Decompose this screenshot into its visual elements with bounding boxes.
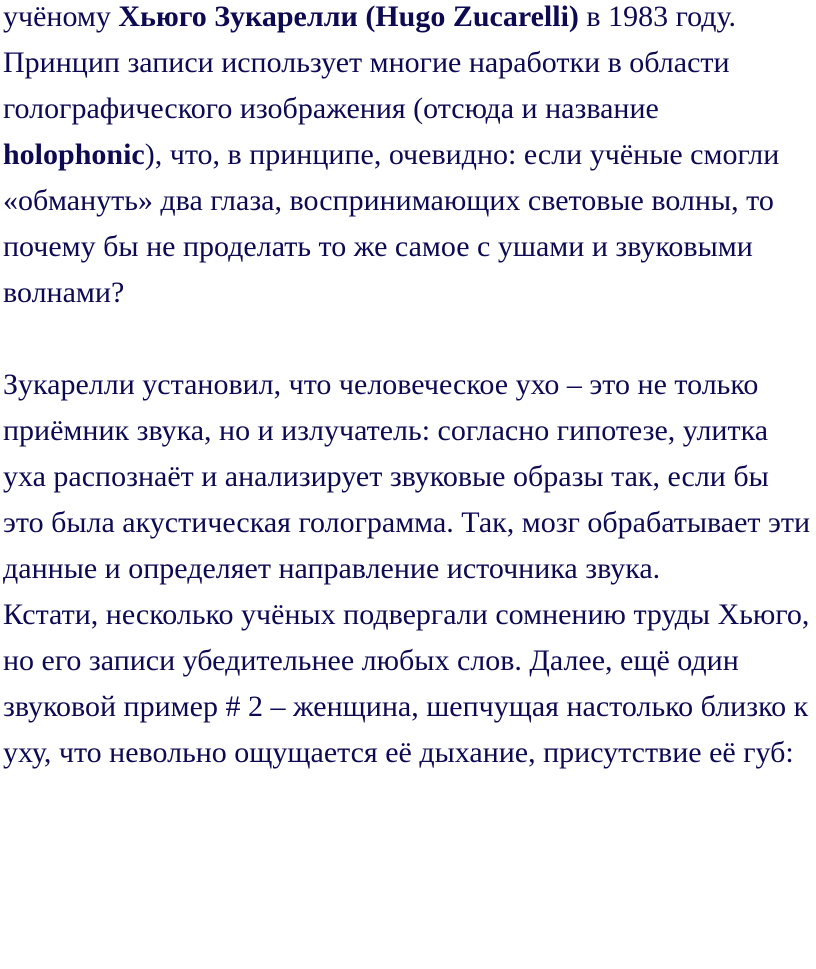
paragraph1-text-3: ), что, в принципе, очевидно: если учёные смогли «обмануть» два глаза, воспринимающих световые волны, то почему бы не проделать то же самое с ушами и звуковыми волнами? — [3, 138, 780, 309]
document-page — [3, 0, 815, 776]
paragraph-spacer — [3, 316, 815, 362]
paragraph1-text-2: в 1983 году. Принцип записи использует многие наработки в области голографического изображения (отсюда и название — [3, 0, 737, 125]
paragraph-sound-example: Кстати, несколько учёных подвергали сомнению труды Хьюго, но его записи убедительнее любых слов. Далее, ещё один звуковой пример # 2 – женщина, шепчущая настолько близко к уху, что невольно ощущается её дыхание, присутствие её губ: — [3, 598, 810, 769]
holophonic-term: holophonic — [3, 138, 145, 171]
paragraph-ear-emitter: Зукарелли установил, что человеческое ухо – это не только приёмник звука, но и излучатель: согласно гипотезе, улитка уха распознаёт и анализирует звуковые образы так, если бы это была акустическая голограмма. Так, мозг обрабатывает эти данные и определяет направление источника звука. — [3, 368, 811, 585]
paragraph-holophonic-intro — [3, 0, 815, 316]
paragraph1-text-1: учёному — [3, 0, 119, 33]
inventor-name: Хьюго Зукарелли (Hugo Zucarelli) — [118, 0, 579, 33]
